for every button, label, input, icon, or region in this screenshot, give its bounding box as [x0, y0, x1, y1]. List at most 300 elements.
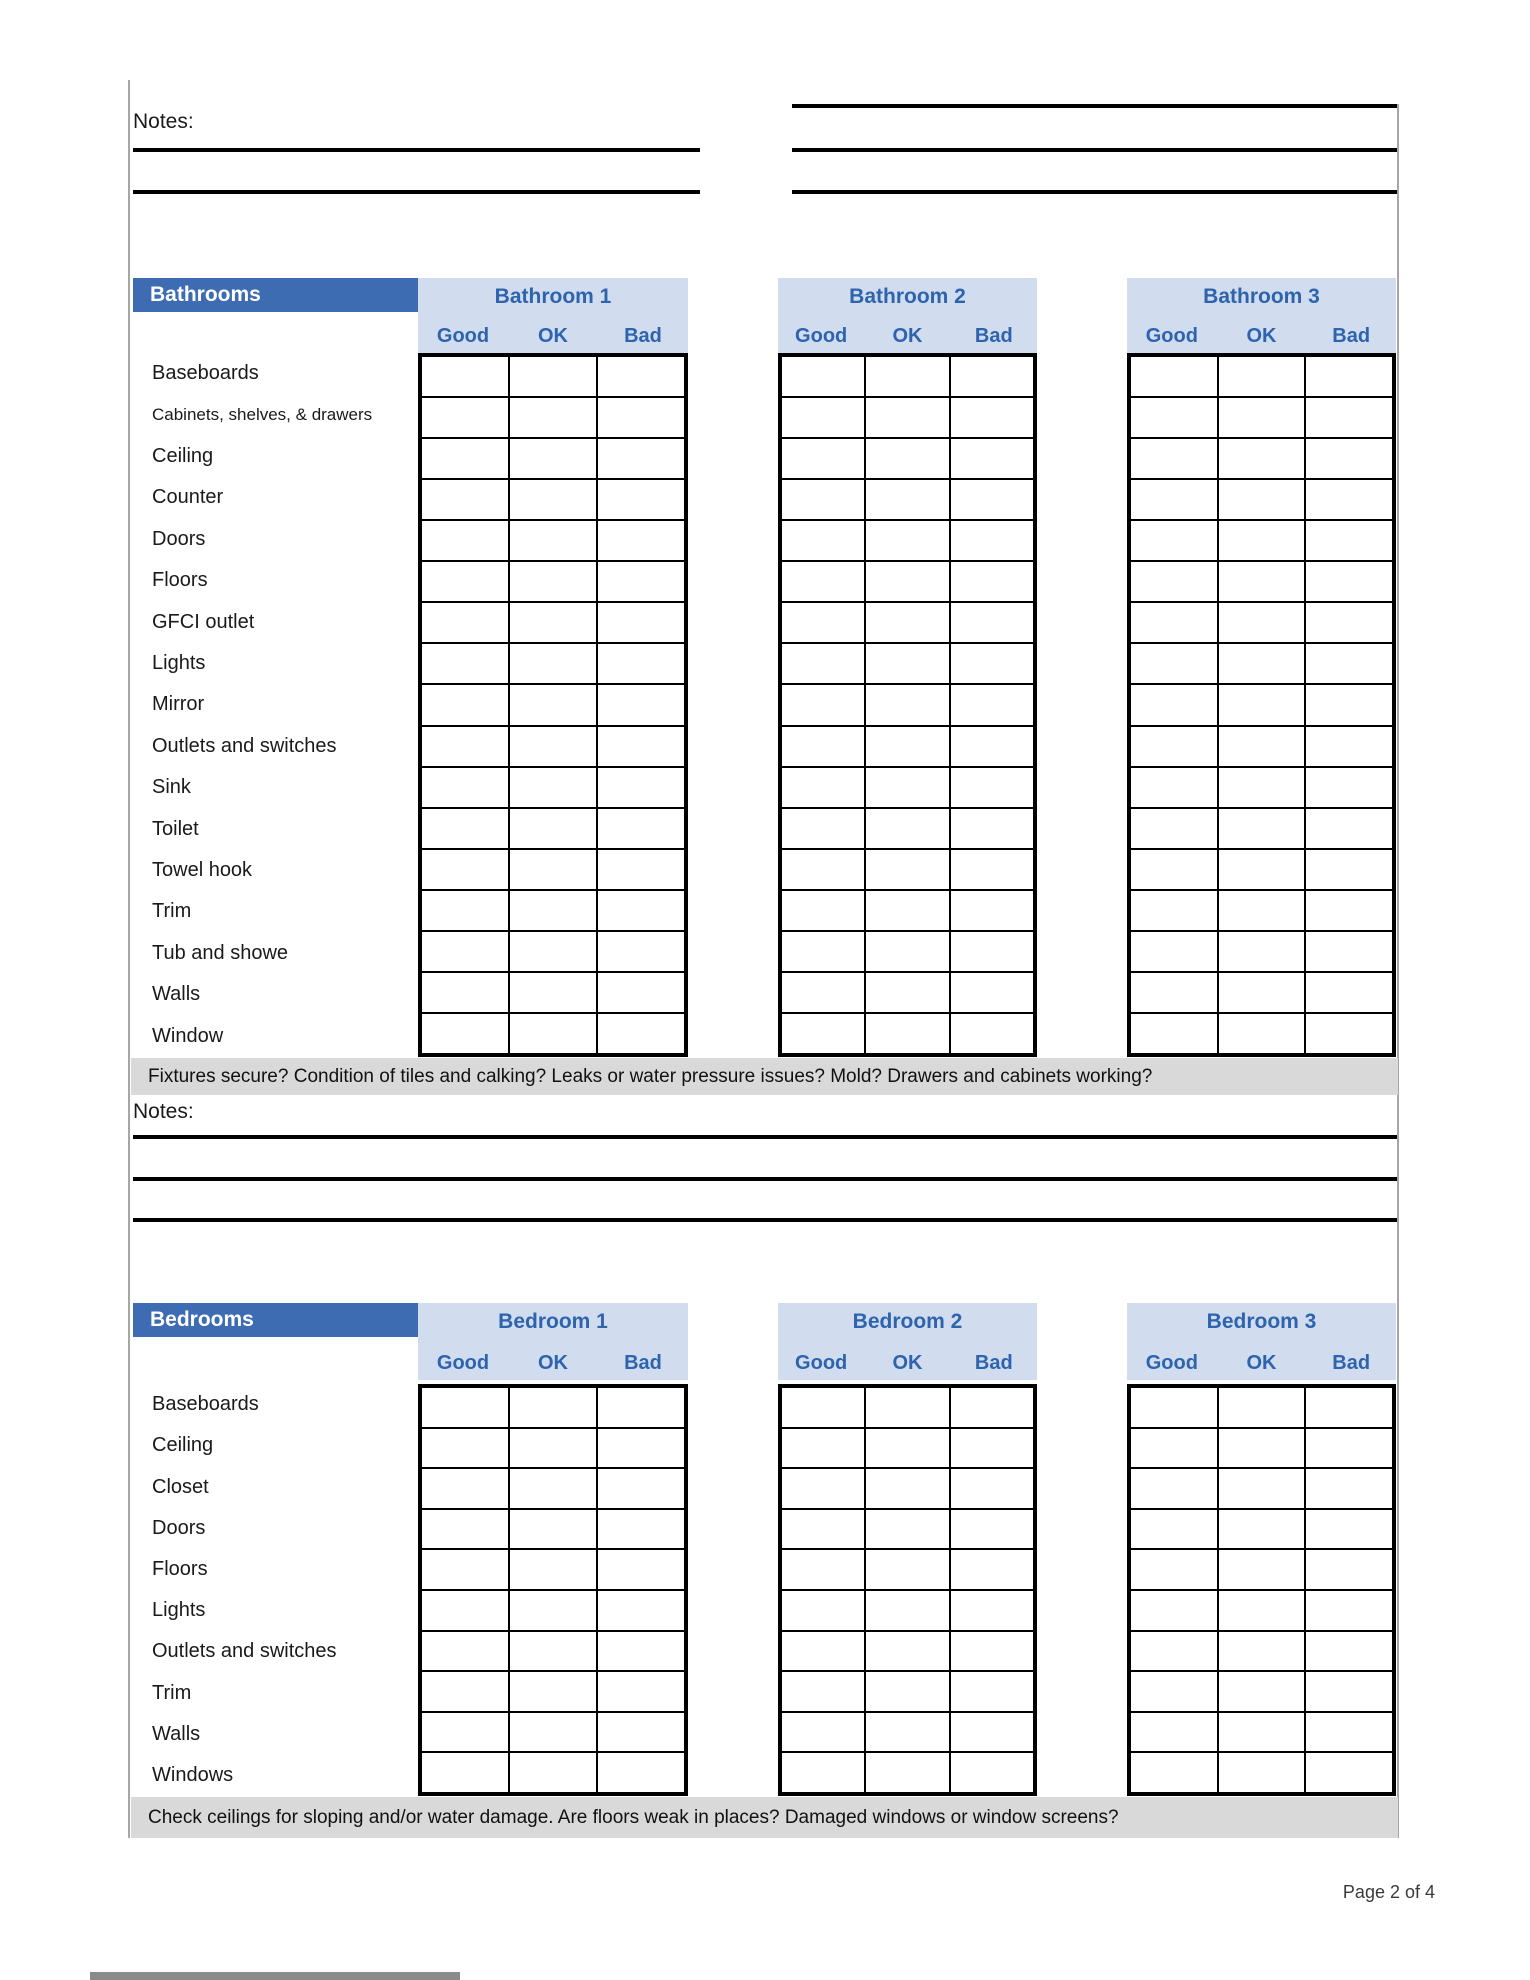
check-cell[interactable]	[597, 356, 685, 397]
check-cell[interactable]	[865, 1549, 949, 1590]
check-cell[interactable]	[421, 561, 509, 602]
check-cell[interactable]	[1305, 397, 1393, 438]
check-cell[interactable]	[421, 643, 509, 684]
check-cell[interactable]	[509, 520, 597, 561]
check-cell[interactable]	[950, 1468, 1034, 1509]
check-cell[interactable]	[509, 1631, 597, 1672]
good-header: Good	[436, 325, 490, 347]
check-cell[interactable]	[865, 931, 949, 972]
check-cell[interactable]	[781, 1509, 865, 1550]
check-cell[interactable]	[781, 1631, 865, 1672]
check-cell[interactable]	[597, 890, 685, 931]
check-cell[interactable]	[781, 808, 865, 849]
check-cell[interactable]	[865, 479, 949, 520]
check-cell[interactable]	[1130, 808, 1218, 849]
check-cell[interactable]	[781, 602, 865, 643]
check-cell[interactable]	[1218, 1387, 1306, 1428]
check-cell[interactable]	[509, 767, 597, 808]
check-cell[interactable]	[865, 1631, 949, 1672]
check-cell[interactable]	[1218, 397, 1306, 438]
check-cell[interactable]	[950, 561, 1034, 602]
row-label: Doors	[152, 1516, 206, 1539]
check-cell[interactable]	[509, 643, 597, 684]
bedroom1-grid	[418, 1384, 688, 1796]
check-cell[interactable]	[950, 1590, 1034, 1631]
check-cell[interactable]	[421, 684, 509, 725]
check-cell[interactable]	[781, 520, 865, 561]
check-cell[interactable]	[597, 1387, 685, 1428]
bedroom3-title: Bedroom 3	[1206, 1310, 1317, 1333]
check-cell[interactable]	[597, 767, 685, 808]
check-cell[interactable]	[1218, 1549, 1306, 1590]
check-cell[interactable]	[421, 520, 509, 561]
check-cell[interactable]	[865, 1712, 949, 1753]
check-cell[interactable]	[1130, 602, 1218, 643]
check-cell[interactable]	[950, 602, 1034, 643]
check-cell[interactable]	[509, 1712, 597, 1753]
check-cell[interactable]	[1130, 1752, 1218, 1793]
check-cell[interactable]	[1305, 602, 1393, 643]
bedroom3-rating-headers	[1127, 1352, 1396, 1375]
check-cell[interactable]	[421, 1013, 509, 1054]
row-label: Outlets and switches	[152, 734, 337, 757]
check-cell[interactable]	[421, 1428, 509, 1469]
check-cell[interactable]	[1130, 1428, 1218, 1469]
check-cell[interactable]	[509, 1671, 597, 1712]
check-cell[interactable]	[509, 931, 597, 972]
check-cell[interactable]	[1305, 1509, 1393, 1550]
check-cell[interactable]	[865, 972, 949, 1013]
bathroom2-header	[778, 278, 1037, 353]
check-cell[interactable]	[865, 1752, 949, 1793]
check-cell[interactable]	[421, 1549, 509, 1590]
check-cell[interactable]	[1305, 643, 1393, 684]
good-header: Good	[1145, 1352, 1198, 1374]
check-cell[interactable]	[1305, 479, 1393, 520]
row-label: Floors	[152, 569, 208, 592]
check-cell[interactable]	[781, 479, 865, 520]
check-cell[interactable]	[1218, 356, 1306, 397]
check-cell[interactable]	[950, 890, 1034, 931]
check-cell[interactable]	[1305, 1013, 1393, 1054]
row-label: GFCI outlet	[152, 610, 255, 633]
check-cell[interactable]	[1130, 479, 1218, 520]
check-cell[interactable]	[1305, 1387, 1393, 1428]
bathroom3-title: Bathroom 3	[1203, 285, 1320, 308]
check-cell[interactable]	[781, 1387, 865, 1428]
check-cell[interactable]	[421, 438, 509, 479]
check-cell[interactable]	[1130, 931, 1218, 972]
check-cell[interactable]	[421, 931, 509, 972]
check-cell[interactable]	[781, 1428, 865, 1469]
check-cell[interactable]	[1305, 1549, 1393, 1590]
check-cell[interactable]	[509, 1509, 597, 1550]
check-cell[interactable]	[1130, 1013, 1218, 1054]
check-cell[interactable]	[597, 1671, 685, 1712]
page-number: Page 2 of 4	[1342, 1882, 1435, 1902]
row-label: Ceiling	[152, 445, 214, 468]
check-cell[interactable]	[597, 931, 685, 972]
check-cell[interactable]	[950, 643, 1034, 684]
check-cell[interactable]	[1130, 520, 1218, 561]
ok-header: OK	[1246, 325, 1277, 347]
check-cell[interactable]	[950, 356, 1034, 397]
check-cell[interactable]	[1218, 1631, 1306, 1672]
check-cell[interactable]	[509, 1387, 597, 1428]
bedroom2-grid	[778, 1384, 1037, 1796]
check-cell[interactable]	[950, 479, 1034, 520]
check-cell[interactable]	[1218, 602, 1306, 643]
row-label: Baseboards	[152, 362, 259, 385]
check-cell[interactable]	[421, 1631, 509, 1672]
check-cell[interactable]	[421, 602, 509, 643]
check-cell[interactable]	[421, 397, 509, 438]
check-cell[interactable]	[509, 356, 597, 397]
check-cell[interactable]	[597, 726, 685, 767]
row-label: Lights	[152, 1599, 206, 1622]
check-cell[interactable]	[421, 808, 509, 849]
bedrooms-footnote-bar: Check ceilings for sloping and/or water damage. Are floors weak in places? Damaged windows or window screens?	[131, 1797, 1398, 1838]
check-cell[interactable]	[597, 972, 685, 1013]
check-cell[interactable]	[865, 438, 949, 479]
check-cell[interactable]	[1218, 972, 1306, 1013]
next-page-edge	[90, 1972, 460, 1980]
bathroom2-title: Bathroom 2	[849, 285, 966, 308]
check-cell[interactable]	[1130, 1387, 1218, 1428]
check-cell[interactable]	[597, 1549, 685, 1590]
check-cell[interactable]	[597, 1631, 685, 1672]
check-cell[interactable]	[509, 808, 597, 849]
check-cell[interactable]	[1305, 1590, 1393, 1631]
check-cell[interactable]	[950, 1549, 1034, 1590]
check-cell[interactable]	[1130, 1509, 1218, 1550]
check-cell[interactable]	[1305, 561, 1393, 602]
check-cell[interactable]	[1218, 520, 1306, 561]
check-cell[interactable]	[421, 849, 509, 890]
row-label: Mirror	[152, 693, 205, 716]
check-cell[interactable]	[1130, 726, 1218, 767]
check-cell[interactable]	[950, 931, 1034, 972]
check-cell[interactable]	[865, 1013, 949, 1054]
check-cell[interactable]	[509, 1013, 597, 1054]
check-cell[interactable]	[1130, 849, 1218, 890]
check-cell[interactable]	[1305, 356, 1393, 397]
check-cell[interactable]	[509, 890, 597, 931]
check-cell[interactable]	[1130, 1631, 1218, 1672]
check-cell[interactable]	[1218, 890, 1306, 931]
check-cell[interactable]	[597, 1752, 685, 1793]
notes-line[interactable]	[792, 190, 1397, 194]
check-cell[interactable]	[597, 1509, 685, 1550]
check-cell[interactable]	[950, 1671, 1034, 1712]
left-page-hairline	[128, 80, 130, 1838]
notes-line[interactable]	[792, 104, 1397, 108]
check-cell[interactable]	[1218, 808, 1306, 849]
check-cell[interactable]	[1130, 1549, 1218, 1590]
check-cell[interactable]	[421, 1468, 509, 1509]
check-cell[interactable]	[1305, 520, 1393, 561]
check-cell[interactable]	[1305, 890, 1393, 931]
check-cell[interactable]	[1130, 561, 1218, 602]
check-cell[interactable]	[421, 1752, 509, 1793]
check-cell[interactable]	[781, 1590, 865, 1631]
row-label: Cabinets, shelves, & drawers	[152, 405, 373, 425]
check-cell[interactable]	[950, 972, 1034, 1013]
check-cell[interactable]	[950, 438, 1034, 479]
check-cell[interactable]	[1218, 1468, 1306, 1509]
check-cell[interactable]	[421, 1590, 509, 1631]
check-cell[interactable]	[950, 1013, 1034, 1054]
check-cell[interactable]	[950, 1712, 1034, 1753]
row-label: Tub and showe	[152, 941, 289, 964]
check-cell[interactable]	[509, 561, 597, 602]
check-cell[interactable]	[1218, 684, 1306, 725]
check-cell[interactable]	[781, 438, 865, 479]
check-cell[interactable]	[1305, 726, 1393, 767]
bedrooms-section-bar: Bedrooms	[133, 1303, 418, 1337]
good-header: Good	[1145, 325, 1198, 347]
check-cell[interactable]	[1305, 438, 1393, 479]
check-cell[interactable]	[950, 520, 1034, 561]
check-cell[interactable]	[950, 1752, 1034, 1793]
check-cell[interactable]	[781, 931, 865, 972]
check-cell[interactable]	[1130, 684, 1218, 725]
row-label: Walls	[152, 983, 201, 1006]
check-cell[interactable]	[597, 684, 685, 725]
check-cell[interactable]	[1130, 972, 1218, 1013]
check-cell[interactable]	[950, 1631, 1034, 1672]
check-cell[interactable]	[597, 643, 685, 684]
check-cell[interactable]	[509, 849, 597, 890]
check-cell[interactable]	[1305, 972, 1393, 1013]
check-cell[interactable]	[509, 972, 597, 1013]
check-cell[interactable]	[1218, 1013, 1306, 1054]
check-cell[interactable]	[865, 561, 949, 602]
check-cell[interactable]	[421, 479, 509, 520]
check-cell[interactable]	[1218, 1590, 1306, 1631]
check-cell[interactable]	[865, 602, 949, 643]
row-label: Trim	[152, 900, 192, 923]
check-cell[interactable]	[597, 397, 685, 438]
check-cell[interactable]	[781, 1468, 865, 1509]
check-cell[interactable]	[597, 1013, 685, 1054]
ok-header: OK	[538, 325, 568, 347]
check-cell[interactable]	[865, 808, 949, 849]
check-cell[interactable]	[1130, 1671, 1218, 1712]
check-cell[interactable]	[421, 767, 509, 808]
check-cell[interactable]	[509, 1752, 597, 1793]
check-cell[interactable]	[597, 1428, 685, 1469]
check-cell[interactable]	[1130, 356, 1218, 397]
check-cell[interactable]	[509, 1468, 597, 1509]
check-cell[interactable]	[950, 397, 1034, 438]
check-cell[interactable]	[509, 684, 597, 725]
check-cell[interactable]	[1130, 1712, 1218, 1753]
check-cell[interactable]	[865, 1590, 949, 1631]
check-cell[interactable]	[781, 356, 865, 397]
check-cell[interactable]	[781, 1549, 865, 1590]
check-cell[interactable]	[781, 1712, 865, 1753]
notes-line[interactable]	[133, 1135, 1397, 1139]
check-cell[interactable]	[1130, 1590, 1218, 1631]
check-cell[interactable]	[781, 1013, 865, 1054]
check-cell[interactable]	[421, 726, 509, 767]
bedroom2-header	[778, 1303, 1037, 1380]
check-cell[interactable]	[421, 972, 509, 1013]
check-cell[interactable]	[1130, 643, 1218, 684]
check-cell[interactable]	[1218, 726, 1306, 767]
bathroom2-rating-headers	[778, 325, 1037, 348]
check-cell[interactable]	[781, 767, 865, 808]
check-cell[interactable]	[421, 356, 509, 397]
check-cell[interactable]	[597, 808, 685, 849]
bedroom1-rating-headers	[418, 1352, 688, 1375]
check-cell[interactable]	[597, 520, 685, 561]
check-cell[interactable]	[597, 479, 685, 520]
notes-line[interactable]	[133, 148, 700, 152]
bathroom1-grid	[418, 353, 688, 1057]
bathroom3-rating-headers	[1127, 325, 1396, 348]
check-cell[interactable]	[597, 1468, 685, 1509]
ok-header: OK	[892, 1352, 923, 1374]
check-cell[interactable]	[1218, 1712, 1306, 1753]
row-label: Windows	[152, 1763, 234, 1786]
row-label: Floors	[152, 1557, 208, 1580]
check-cell[interactable]	[1130, 767, 1218, 808]
check-cell[interactable]	[509, 1549, 597, 1590]
check-cell[interactable]	[1218, 643, 1306, 684]
bathrooms-footnote-bar: Fixtures secure? Condition of tiles and calking? Leaks or water pressure issues? Mold? Drawers and cabinets working?	[131, 1058, 1398, 1095]
check-cell[interactable]	[509, 1428, 597, 1469]
check-cell[interactable]	[421, 1509, 509, 1550]
check-cell[interactable]	[509, 726, 597, 767]
ok-header: OK	[892, 325, 923, 347]
check-cell[interactable]	[950, 1509, 1034, 1550]
check-cell[interactable]	[597, 602, 685, 643]
row-label: Baseboards	[152, 1393, 259, 1416]
check-cell[interactable]	[865, 1671, 949, 1712]
check-cell[interactable]	[950, 808, 1034, 849]
check-cell[interactable]	[1305, 1752, 1393, 1793]
check-cell[interactable]	[950, 684, 1034, 725]
check-cell[interactable]	[509, 397, 597, 438]
check-cell[interactable]	[781, 561, 865, 602]
check-cell[interactable]	[781, 397, 865, 438]
check-cell[interactable]	[865, 1428, 949, 1469]
check-cell[interactable]	[865, 1387, 949, 1428]
notes-line[interactable]	[133, 190, 700, 194]
check-cell[interactable]	[421, 890, 509, 931]
bedroom2-title: Bedroom 2	[852, 1310, 963, 1333]
check-cell[interactable]	[421, 1387, 509, 1428]
notes-line[interactable]	[792, 148, 1397, 152]
check-cell[interactable]	[1305, 767, 1393, 808]
check-cell[interactable]	[1218, 561, 1306, 602]
check-cell[interactable]	[597, 1590, 685, 1631]
check-cell[interactable]	[781, 849, 865, 890]
check-cell[interactable]	[865, 1509, 949, 1550]
check-cell[interactable]	[865, 849, 949, 890]
check-cell[interactable]	[865, 520, 949, 561]
bad-header: Bad	[624, 325, 662, 347]
check-cell[interactable]	[509, 479, 597, 520]
row-label: Outlets and switches	[152, 1640, 337, 1663]
check-cell[interactable]	[1305, 1428, 1393, 1469]
check-cell[interactable]	[1305, 931, 1393, 972]
check-cell[interactable]	[1305, 1712, 1393, 1753]
check-cell[interactable]	[781, 643, 865, 684]
check-cell[interactable]	[781, 890, 865, 931]
check-cell[interactable]	[597, 1712, 685, 1753]
check-cell[interactable]	[865, 1468, 949, 1509]
notes-line[interactable]	[133, 1177, 1397, 1181]
check-cell[interactable]	[950, 849, 1034, 890]
check-cell[interactable]	[1305, 1631, 1393, 1672]
check-cell[interactable]	[509, 1590, 597, 1631]
check-cell[interactable]	[1218, 849, 1306, 890]
check-cell[interactable]	[1218, 1509, 1306, 1550]
check-cell[interactable]	[597, 438, 685, 479]
check-cell[interactable]	[1305, 684, 1393, 725]
check-cell[interactable]	[781, 1671, 865, 1712]
check-cell[interactable]	[421, 1712, 509, 1753]
check-cell[interactable]	[1218, 767, 1306, 808]
check-cell[interactable]	[950, 726, 1034, 767]
check-cell[interactable]	[1218, 1428, 1306, 1469]
check-cell[interactable]	[1130, 1468, 1218, 1509]
check-cell[interactable]	[1305, 849, 1393, 890]
check-cell[interactable]	[781, 726, 865, 767]
check-cell[interactable]	[950, 1387, 1034, 1428]
check-cell[interactable]	[865, 767, 949, 808]
check-cell[interactable]	[865, 356, 949, 397]
check-cell[interactable]	[1218, 1671, 1306, 1712]
right-page-hairline	[1397, 104, 1399, 1838]
check-cell[interactable]	[1218, 931, 1306, 972]
bad-header: Bad	[974, 1352, 1013, 1374]
check-cell[interactable]	[509, 602, 597, 643]
top-notes-label: Notes:	[133, 110, 194, 133]
check-cell[interactable]	[950, 1428, 1034, 1469]
bedroom1-title: Bedroom 1	[498, 1310, 608, 1333]
check-cell[interactable]	[1305, 1468, 1393, 1509]
notes-line[interactable]	[133, 1218, 1397, 1222]
check-cell[interactable]	[597, 561, 685, 602]
check-cell[interactable]	[865, 726, 949, 767]
check-cell[interactable]	[865, 643, 949, 684]
check-cell[interactable]	[1130, 890, 1218, 931]
check-cell[interactable]	[597, 849, 685, 890]
check-cell[interactable]	[509, 438, 597, 479]
check-cell[interactable]	[1218, 1752, 1306, 1793]
check-cell[interactable]	[1218, 438, 1306, 479]
check-cell[interactable]	[1305, 1671, 1393, 1712]
check-cell[interactable]	[1130, 438, 1218, 479]
check-cell[interactable]	[865, 890, 949, 931]
check-cell[interactable]	[1305, 808, 1393, 849]
check-cell[interactable]	[781, 684, 865, 725]
check-cell[interactable]	[950, 767, 1034, 808]
check-cell[interactable]	[1218, 479, 1306, 520]
bathroom1-header	[418, 278, 688, 353]
check-cell[interactable]	[421, 1671, 509, 1712]
check-cell[interactable]	[781, 1752, 865, 1793]
check-cell[interactable]	[865, 397, 949, 438]
check-cell[interactable]	[781, 972, 865, 1013]
good-header: Good	[795, 325, 848, 347]
check-cell[interactable]	[865, 684, 949, 725]
check-cell[interactable]	[1130, 397, 1218, 438]
